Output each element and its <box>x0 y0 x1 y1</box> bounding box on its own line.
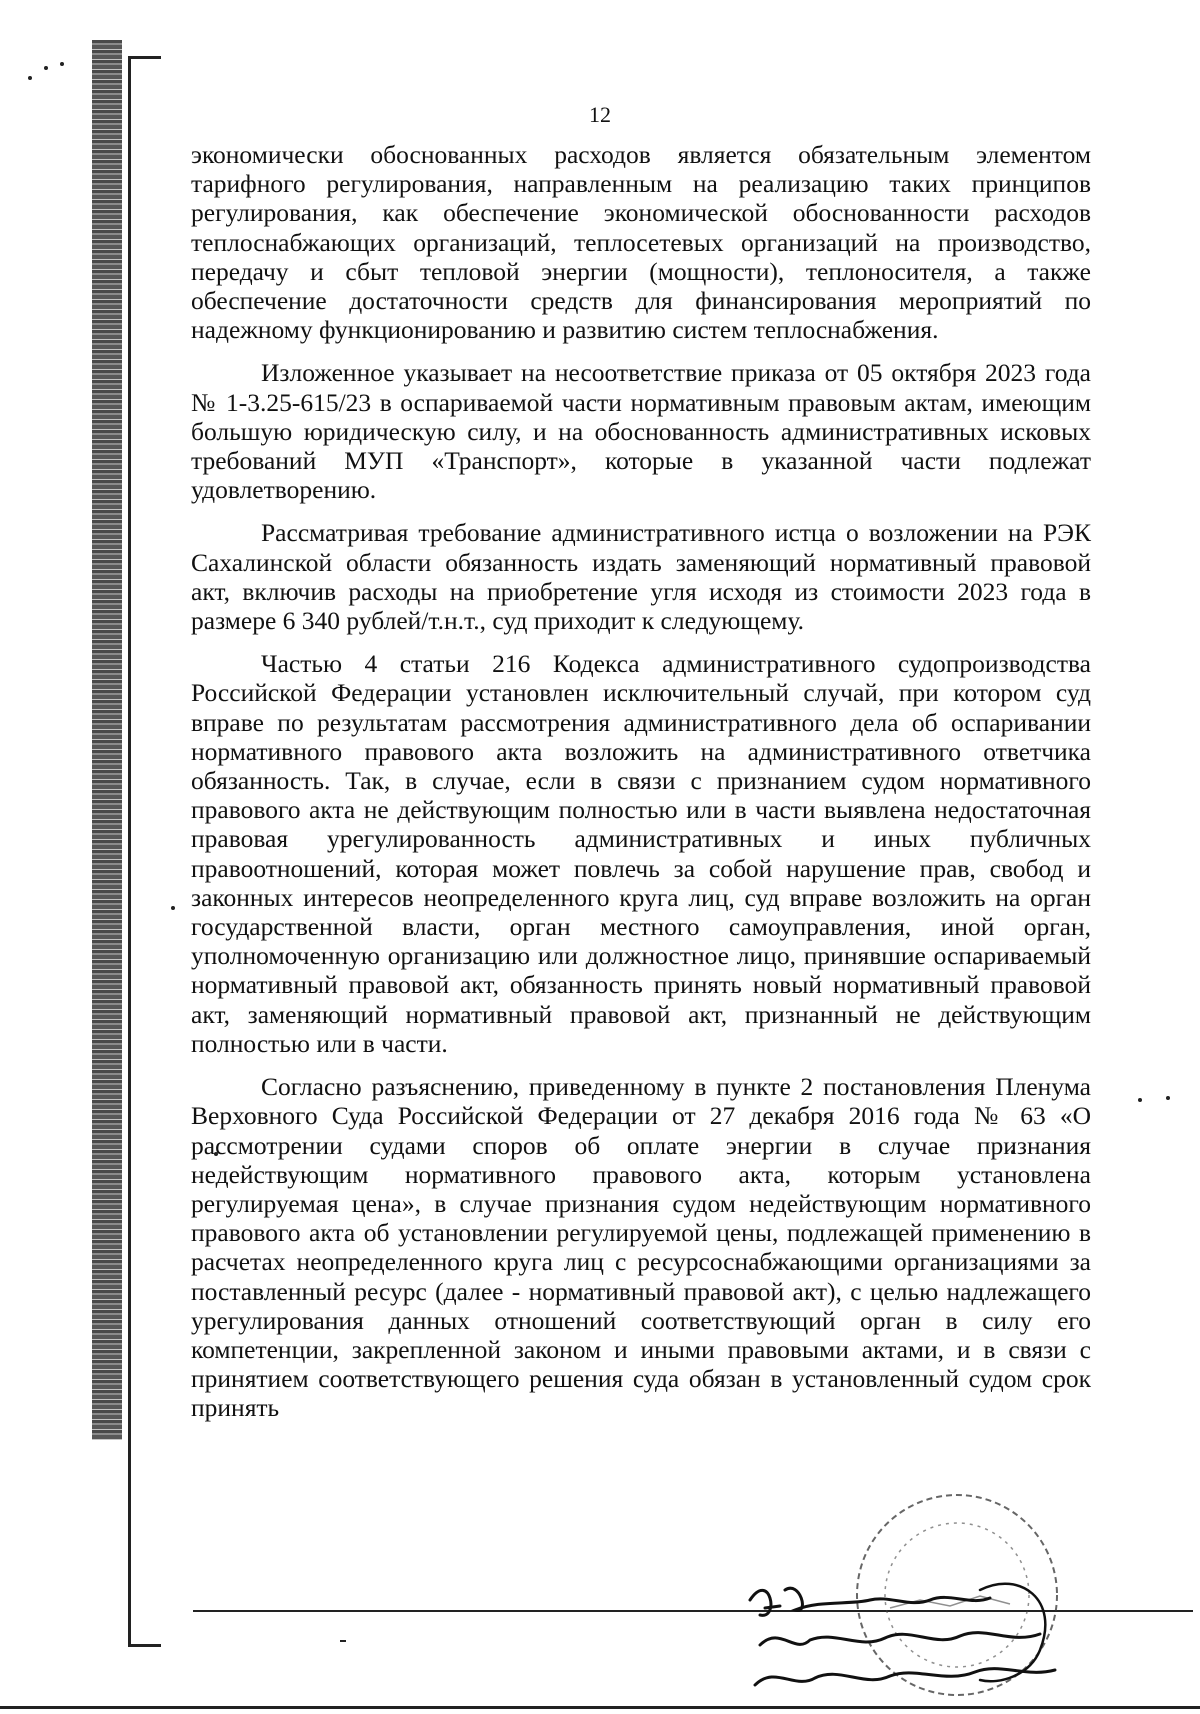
scan-speck <box>171 906 175 910</box>
mark <box>340 1640 346 1642</box>
scan-speck <box>1138 1098 1142 1102</box>
paragraph: экономически обоснованных расходов является обязательным элементом тарифного регулирования, направленным на реализацию таких принципов регулирования, как обеспечение экономической обоснованности расходов теплоснабжающих организаций, теплосетевых организаций на производство, передачу и сбыт тепловой энергии (мощности), теплоносителя, а также обеспечение достаточности средств для финансирования мероприятий по надежному функционированию и развитию систем теплоснабжения. <box>191 140 1091 345</box>
scan-bottom-edge <box>0 1706 1200 1709</box>
scan-speck <box>60 62 64 66</box>
document-body <box>191 140 1091 1437</box>
paragraph: Частью 4 статьи 216 Кодекса административного судопроизводства Российской Федерации установлен исключительный случай, при котором суд вправе по результатам рассмотрения административного дела об оспаривании нормативного правового акта возложить на административного ответчика обязанность. Так, в случае, если в связи с признанием судом нормативного правового акта не действующим полностью или в части выявлена недостаточная правовая урегулированность административных и иных публичных правоотношений, которая может повлечь за собой нарушение прав, свобод и законных интересов неопределенного круга лиц, суд вправе возложить на орган государственной власти, орган местного самоуправления, иной орган, уполномоченную организацию или должностное лицо, принявшие оспариваемый нормативный правовой акт, обязанность принять новый нормативный правовой акт, заменяющий нормативный правовой акт, признанный не действующим полностью или в части. <box>191 649 1091 1058</box>
page-number: 12 <box>589 102 611 127</box>
scan-speck <box>44 66 48 70</box>
paragraph: Изложенное указывает на несоответствие приказа от 05 октября 2023 года № 1-3.25-615/23 в оспариваемой части нормативным правовым актам, имеющим большую юридическую силу, и на обоснованность административных исковых требований МУП «Транспорт», которые в указанной части подлежат удовлетворению. <box>191 358 1091 505</box>
scan-left-edge <box>92 40 122 1440</box>
handwritten-signature <box>740 1560 1080 1700</box>
binding-bracket <box>128 56 161 1647</box>
paragraph: Рассматривая требование административного истца о возложении на РЭК Сахалинской области обязанность издать заменяющий нормативный правовой акт, включив расходы на приобретение угля исходя из стоимости 2023 года в размере 6 340 рублей/т.н.т., суд приходит к следующему. <box>191 518 1091 636</box>
paragraph: Согласно разъяснению, приведенному в пункте 2 постановления Пленума Верховного Суда Российской Федерации от 27 декабря 2016 года № 63 «О рассмотрении судами споров об оплате энергии в случае признания недействующим нормативного правового акта, которым установлена регулируемая цена», в случае признания судом недействующим нормативного правового акта об установлении регулируемой цены, подлежащей применению в расчетах неопределенного круга лиц с ресурсоснабжающими организациями за поставленный ресурс (далее - нормативный правовой акт), с целью надлежащего урегулирования данных отношений соответствующий орган в силу его компетенции, закрепленной законом и иными правовыми актами, и в связи с принятием соответствующего решения суда обязан в установленный судом срок принять <box>191 1072 1091 1423</box>
scan-speck <box>28 76 32 80</box>
scan-speck <box>1166 1096 1170 1100</box>
